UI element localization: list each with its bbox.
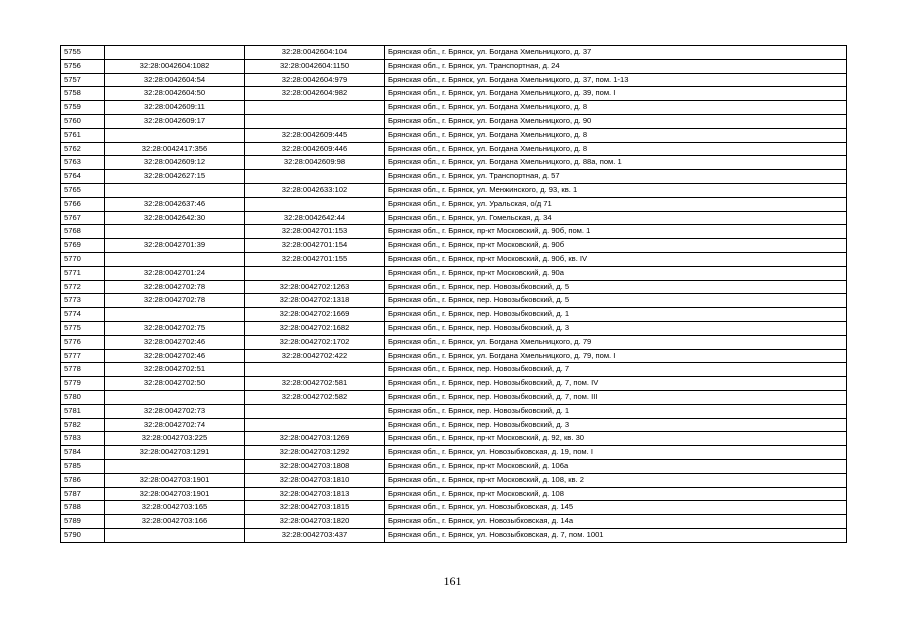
row-number-cell: 5759: [61, 101, 105, 115]
building-cadastral-number-cell: 32:28:0042609:445: [245, 128, 385, 142]
row-number-cell: 5773: [61, 294, 105, 308]
address-cell: Брянская обл., г. Брянск, пер. Новозыбковский, д. 5: [385, 294, 847, 308]
page-number: 161: [443, 574, 462, 588]
row-number-cell: 5785: [61, 459, 105, 473]
row-number-cell: 5757: [61, 73, 105, 87]
address-cell: Брянская обл., г. Брянск, ул. Уральская, о/д 71: [385, 197, 847, 211]
land-cadastral-number-cell: [105, 128, 245, 142]
row-number-cell: 5766: [61, 197, 105, 211]
building-cadastral-number-cell: 32:28:0042642:44: [245, 211, 385, 225]
building-cadastral-number-cell: [245, 404, 385, 418]
land-cadastral-number-cell: 32:28:0042702:78: [105, 294, 245, 308]
building-cadastral-number-cell: 32:28:0042703:1815: [245, 501, 385, 515]
address-cell: Брянская обл., г. Брянск, ул. Богдана Хмельницкого, д. 90: [385, 114, 847, 128]
table-row: [61, 501, 847, 515]
row-number-cell: 5788: [61, 501, 105, 515]
building-cadastral-number-cell: 32:28:0042703:1269: [245, 432, 385, 446]
table-row: [61, 170, 847, 184]
building-cadastral-number-cell: 32:28:0042701:155: [245, 252, 385, 266]
registry-table: [60, 45, 847, 543]
table-row: [61, 418, 847, 432]
table-row: [61, 266, 847, 280]
table-row: [61, 335, 847, 349]
row-number-cell: 5782: [61, 418, 105, 432]
address-cell: Брянская обл., г. Брянск, пер. Новозыбковский, д. 7: [385, 363, 847, 377]
table-row: [61, 280, 847, 294]
row-number-cell: 5758: [61, 87, 105, 101]
building-cadastral-number-cell: 32:28:0042702:1263: [245, 280, 385, 294]
address-cell: Брянская обл., г. Брянск, пр-кт Московский, д. 108: [385, 487, 847, 501]
table-row: [61, 390, 847, 404]
land-cadastral-number-cell: 32:28:0042702:46: [105, 335, 245, 349]
address-cell: Брянская обл., г. Брянск, пер. Новозыбковский, д. 7, пом. IV: [385, 377, 847, 391]
land-cadastral-number-cell: 32:28:0042703:1291: [105, 446, 245, 460]
address-cell: Брянская обл., г. Брянск, пер. Новозыбковский, д. 1: [385, 308, 847, 322]
land-cadastral-number-cell: [105, 252, 245, 266]
address-cell: Брянская обл., г. Брянск, ул. Богдана Хмельницкого, д. 79: [385, 335, 847, 349]
row-number-cell: 5775: [61, 321, 105, 335]
land-cadastral-number-cell: 32:28:0042702:50: [105, 377, 245, 391]
land-cadastral-number-cell: 32:28:0042604:1082: [105, 59, 245, 73]
table-row: [61, 183, 847, 197]
land-cadastral-number-cell: 32:28:0042642:30: [105, 211, 245, 225]
table-row: [61, 87, 847, 101]
row-number-cell: 5762: [61, 142, 105, 156]
address-cell: Брянская обл., г. Брянск, пер. Новозыбковский, д. 7, пом. III: [385, 390, 847, 404]
building-cadastral-number-cell: 32:28:0042609:446: [245, 142, 385, 156]
row-number-cell: 5777: [61, 349, 105, 363]
land-cadastral-number-cell: 32:28:0042703:166: [105, 515, 245, 529]
building-cadastral-number-cell: 32:28:0042604:979: [245, 73, 385, 87]
building-cadastral-number-cell: 32:28:0042702:582: [245, 390, 385, 404]
row-number-cell: 5774: [61, 308, 105, 322]
address-cell: Брянская обл., г. Брянск, ул. Богдана Хмельницкого, д. 8: [385, 128, 847, 142]
row-number-cell: 5763: [61, 156, 105, 170]
address-cell: Брянская обл., г. Брянск, пер. Новозыбковский, д. 5: [385, 280, 847, 294]
address-cell: Брянская обл., г. Брянск, пр-кт Московский, д. 108, кв. 2: [385, 473, 847, 487]
building-cadastral-number-cell: 32:28:0042604:982: [245, 87, 385, 101]
address-cell: Брянская обл., г. Брянск, пер. Новозыбковский, д. 1: [385, 404, 847, 418]
address-cell: Брянская обл., г. Брянск, ул. Гомельская, д. 34: [385, 211, 847, 225]
table-row: [61, 446, 847, 460]
land-cadastral-number-cell: 32:28:0042702:75: [105, 321, 245, 335]
table-row: [61, 294, 847, 308]
table-row: [61, 211, 847, 225]
land-cadastral-number-cell: [105, 225, 245, 239]
land-cadastral-number-cell: 32:28:0042701:24: [105, 266, 245, 280]
table-row: [61, 225, 847, 239]
address-cell: Брянская обл., г. Брянск, пр-кт Московский, д. 90б, пом. 1: [385, 225, 847, 239]
land-cadastral-number-cell: 32:28:0042702:74: [105, 418, 245, 432]
address-cell: Брянская обл., г. Брянск, пр-кт Московский, д. 106а: [385, 459, 847, 473]
address-cell: Брянская обл., г. Брянск, ул. Транспортная, д. 57: [385, 170, 847, 184]
land-cadastral-number-cell: 32:28:0042609:11: [105, 101, 245, 115]
building-cadastral-number-cell: 32:28:0042703:437: [245, 528, 385, 542]
table-row: [61, 252, 847, 266]
building-cadastral-number-cell: [245, 170, 385, 184]
table-row: [61, 528, 847, 542]
address-cell: Брянская обл., г. Брянск, ул. Богдана Хмельницкого, д. 8: [385, 142, 847, 156]
building-cadastral-number-cell: 32:28:0042701:153: [245, 225, 385, 239]
row-number-cell: 5768: [61, 225, 105, 239]
row-number-cell: 5755: [61, 46, 105, 60]
row-number-cell: 5772: [61, 280, 105, 294]
table-row: [61, 46, 847, 60]
land-cadastral-number-cell: 32:28:0042417:356: [105, 142, 245, 156]
land-cadastral-number-cell: 32:28:0042703:1901: [105, 473, 245, 487]
address-cell: Брянская обл., г. Брянск, ул. Богдана Хмельницкого, д. 39, пом. I: [385, 87, 847, 101]
row-number-cell: 5771: [61, 266, 105, 280]
table-row: [61, 142, 847, 156]
land-cadastral-number-cell: 32:28:0042701:39: [105, 239, 245, 253]
land-cadastral-number-cell: 32:28:0042627:15: [105, 170, 245, 184]
building-cadastral-number-cell: 32:28:0042604:1150: [245, 59, 385, 73]
table-row: [61, 459, 847, 473]
row-number-cell: 5764: [61, 170, 105, 184]
building-cadastral-number-cell: 32:28:0042609:98: [245, 156, 385, 170]
land-cadastral-number-cell: 32:28:0042702:73: [105, 404, 245, 418]
land-cadastral-number-cell: [105, 308, 245, 322]
building-cadastral-number-cell: [245, 197, 385, 211]
row-number-cell: 5780: [61, 390, 105, 404]
building-cadastral-number-cell: 32:28:0042633:102: [245, 183, 385, 197]
land-cadastral-number-cell: 32:28:0042702:51: [105, 363, 245, 377]
row-number-cell: 5790: [61, 528, 105, 542]
address-cell: Брянская обл., г. Брянск, ул. Новозыбковская, д. 14а: [385, 515, 847, 529]
land-cadastral-number-cell: 32:28:0042702:78: [105, 280, 245, 294]
building-cadastral-number-cell: 32:28:0042701:154: [245, 239, 385, 253]
address-cell: Брянская обл., г. Брянск, пр-кт Московский, д. 92, кв. 30: [385, 432, 847, 446]
table-row: [61, 377, 847, 391]
registry-table-body: [61, 46, 847, 543]
land-cadastral-number-cell: 32:28:0042703:1901: [105, 487, 245, 501]
land-cadastral-number-cell: [105, 183, 245, 197]
building-cadastral-number-cell: [245, 114, 385, 128]
address-cell: Брянская обл., г. Брянск, ул. Богдана Хмельницкого, д. 37: [385, 46, 847, 60]
building-cadastral-number-cell: [245, 101, 385, 115]
table-row: [61, 197, 847, 211]
building-cadastral-number-cell: 32:28:0042703:1820: [245, 515, 385, 529]
table-row: [61, 349, 847, 363]
land-cadastral-number-cell: [105, 46, 245, 60]
building-cadastral-number-cell: 32:28:0042703:1813: [245, 487, 385, 501]
building-cadastral-number-cell: 32:28:0042702:1682: [245, 321, 385, 335]
row-number-cell: 5761: [61, 128, 105, 142]
row-number-cell: 5779: [61, 377, 105, 391]
building-cadastral-number-cell: 32:28:0042703:1292: [245, 446, 385, 460]
table-row: [61, 363, 847, 377]
address-cell: Брянская обл., г. Брянск, пр-кт Московский, д. 90б: [385, 239, 847, 253]
row-number-cell: 5783: [61, 432, 105, 446]
table-row: [61, 59, 847, 73]
address-cell: Брянская обл., г. Брянск, пр-кт Московский, д. 90а: [385, 266, 847, 280]
row-number-cell: 5756: [61, 59, 105, 73]
address-cell: Брянская обл., г. Брянск, пер. Новозыбковский, д. 3: [385, 321, 847, 335]
building-cadastral-number-cell: 32:28:0042702:581: [245, 377, 385, 391]
land-cadastral-number-cell: 32:28:0042609:17: [105, 114, 245, 128]
row-number-cell: 5769: [61, 239, 105, 253]
row-number-cell: 5789: [61, 515, 105, 529]
address-cell: Брянская обл., г. Брянск, ул. Новозыбковская, д. 7, пом. 1001: [385, 528, 847, 542]
row-number-cell: 5776: [61, 335, 105, 349]
building-cadastral-number-cell: 32:28:0042702:1318: [245, 294, 385, 308]
address-cell: Брянская обл., г. Брянск, ул. Новозыбковская, д. 145: [385, 501, 847, 515]
building-cadastral-number-cell: 32:28:0042702:422: [245, 349, 385, 363]
table-row: [61, 321, 847, 335]
table-row: [61, 114, 847, 128]
row-number-cell: 5767: [61, 211, 105, 225]
table-row: [61, 432, 847, 446]
land-cadastral-number-cell: 32:28:0042702:46: [105, 349, 245, 363]
table-row: [61, 487, 847, 501]
table-row: [61, 73, 847, 87]
land-cadastral-number-cell: 32:28:0042703:165: [105, 501, 245, 515]
address-cell: Брянская обл., г. Брянск, ул. Богдана Хмельницкого, д. 88а, пом. 1: [385, 156, 847, 170]
building-cadastral-number-cell: [245, 418, 385, 432]
row-number-cell: 5770: [61, 252, 105, 266]
table-row: [61, 473, 847, 487]
row-number-cell: 5781: [61, 404, 105, 418]
land-cadastral-number-cell: 32:28:0042604:54: [105, 73, 245, 87]
land-cadastral-number-cell: 32:28:0042703:225: [105, 432, 245, 446]
table-row: [61, 404, 847, 418]
table-row: [61, 239, 847, 253]
address-cell: Брянская обл., г. Брянск, ул. Новозыбковская, д. 19, пом. I: [385, 446, 847, 460]
land-cadastral-number-cell: [105, 528, 245, 542]
building-cadastral-number-cell: 32:28:0042604:104: [245, 46, 385, 60]
table-row: [61, 101, 847, 115]
table-row: [61, 156, 847, 170]
address-cell: Брянская обл., г. Брянск, ул. Богдана Хмельницкого, д. 79, пом. I: [385, 349, 847, 363]
row-number-cell: 5765: [61, 183, 105, 197]
building-cadastral-number-cell: 32:28:0042702:1669: [245, 308, 385, 322]
address-cell: Брянская обл., г. Брянск, пер. Новозыбковский, д. 3: [385, 418, 847, 432]
row-number-cell: 5778: [61, 363, 105, 377]
table-row: [61, 128, 847, 142]
building-cadastral-number-cell: 32:28:0042703:1808: [245, 459, 385, 473]
land-cadastral-number-cell: [105, 390, 245, 404]
land-cadastral-number-cell: [105, 459, 245, 473]
table-row: [61, 515, 847, 529]
land-cadastral-number-cell: 32:28:0042609:12: [105, 156, 245, 170]
table-row: [61, 308, 847, 322]
address-cell: Брянская обл., г. Брянск, ул. Менжинского, д. 93, кв. 1: [385, 183, 847, 197]
address-cell: Брянская обл., г. Брянск, ул. Богдана Хмельницкого, д. 37, пом. 1-13: [385, 73, 847, 87]
building-cadastral-number-cell: [245, 266, 385, 280]
land-cadastral-number-cell: 32:28:0042604:50: [105, 87, 245, 101]
address-cell: Брянская обл., г. Брянск, пр-кт Московский, д. 90б, кв. IV: [385, 252, 847, 266]
row-number-cell: 5784: [61, 446, 105, 460]
row-number-cell: 5760: [61, 114, 105, 128]
building-cadastral-number-cell: 32:28:0042702:1702: [245, 335, 385, 349]
address-cell: Брянская обл., г. Брянск, ул. Транспортная, д. 24: [385, 59, 847, 73]
building-cadastral-number-cell: 32:28:0042703:1810: [245, 473, 385, 487]
row-number-cell: 5787: [61, 487, 105, 501]
address-cell: Брянская обл., г. Брянск, ул. Богдана Хмельницкого, д. 8: [385, 101, 847, 115]
building-cadastral-number-cell: [245, 363, 385, 377]
row-number-cell: 5786: [61, 473, 105, 487]
land-cadastral-number-cell: 32:28:0042637:46: [105, 197, 245, 211]
